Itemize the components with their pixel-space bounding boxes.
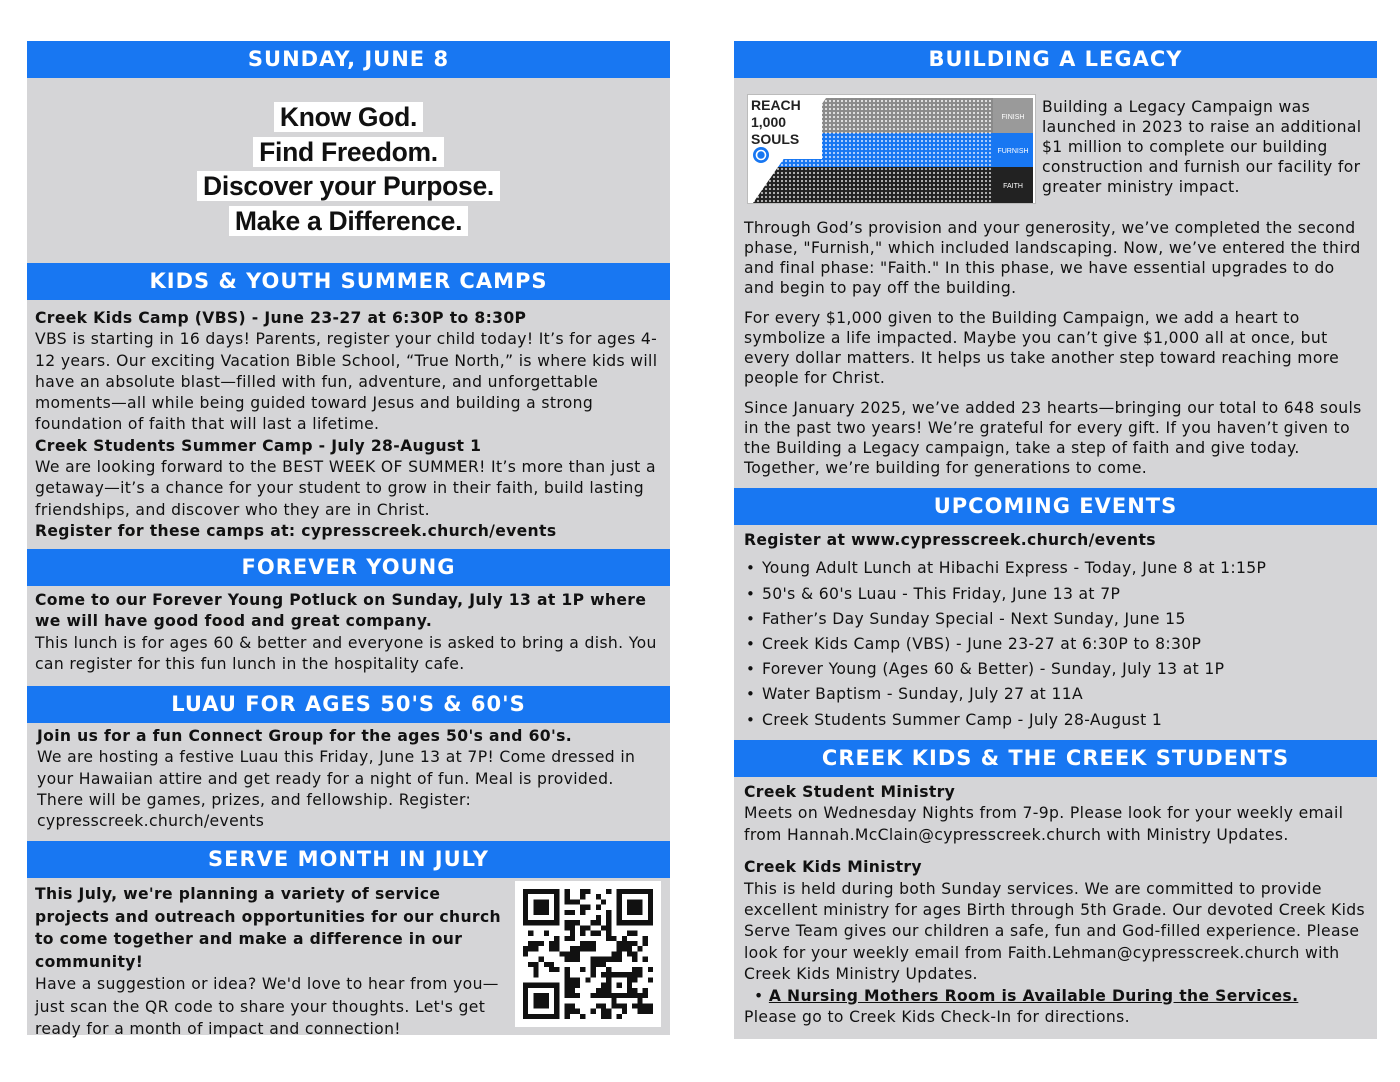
event-item: • Forever Young (Ages 60 & Better) - Sunday, July 13 at 1P — [744, 657, 1369, 682]
legacy-paragraph-3: Since January 2025, we’ve added 23 hearts—bringing our total to 648 souls in the past two years! We’re grateful for every gift. If you haven’t given to the Building a Legacy campaign, take a step of faith and give today. Together, we’re building for generations to come. — [744, 399, 1362, 477]
tagline-1: Know God. — [274, 102, 423, 132]
events-register-link[interactable]: Register at www.cypresscreek.church/events — [744, 531, 1156, 549]
qr-code-icon — [523, 889, 653, 1019]
legacy-header: BUILDING A LEGACY — [734, 41, 1377, 78]
event-item: • Creek Students Summer Camp - July 28-August 1 — [744, 708, 1369, 733]
left-column — [27, 41, 670, 1038]
students-camp-body: We are looking forward to the BEST WEEK OF SUMMER! It’s more than just a getaway—it’s a chance for your student to grow in their faith, build lasting friendships, and discover who they are in Christ. — [35, 458, 656, 519]
event-item: • Water Baptism - Sunday, July 27 at 11A — [744, 682, 1369, 707]
reach-1000-souls-graphic — [747, 94, 1036, 204]
luau-body: We are hosting a festive Luau this Friday, June 13 at 7P! Come dressed in your Hawaiian attire and get ready for a night of fun. Meal is provided. There will be games, prizes, and fellowship. Register: cypresscreek.church/events — [37, 748, 636, 831]
events-panel — [734, 525, 1377, 740]
church-logo-icon — [753, 147, 769, 163]
events-header: UPCOMING EVENTS — [734, 488, 1377, 525]
event-item: • Young Adult Lunch at Hibachi Express - Today, June 8 at 1:15P — [744, 556, 1369, 581]
phase-furnish-label: FURNISH — [997, 148, 1029, 155]
graphic-souls-text: SOULS — [751, 131, 800, 147]
event-item: • Creek Kids Camp (VBS) - June 23-27 at 6:30P to 8:30P — [744, 632, 1369, 657]
events-list — [744, 556, 1369, 732]
forever-young-lead: Come to our Forever Young Potluck on Sunday, July 13 at 1P where we will have good food and great company. — [35, 591, 647, 631]
right-column — [734, 41, 1377, 1039]
serve-body: Have a suggestion or idea? We'd love to hear from you—just scan the QR code to share your thoughts. Let's get ready for a month of impact and connection! — [35, 975, 499, 1038]
legacy-panel — [734, 78, 1377, 488]
legacy-intro: Building a Legacy Campaign was launched in 2023 to raise an additional $1 million to complete our building construction and furnish our facility for greater ministry impact. — [1042, 98, 1362, 196]
students-camp-title: Creek Students Summer Camp - July 28-August 1 — [35, 436, 482, 455]
serve-lead: This July, we're planning a variety of service projects and outreach opportunities for our church to come together and make a difference in our community! — [35, 885, 502, 971]
student-ministry-title: Creek Student Ministry — [744, 783, 956, 801]
camps-register-link[interactable]: Register for these camps at: cypresscreek.church/events — [35, 521, 557, 540]
luau-panel — [27, 723, 670, 841]
serve-header: SERVE MONTH IN JULY — [27, 841, 670, 878]
checkin-note: Please go to Creek Kids Check-In for directions. — [744, 1008, 1130, 1027]
forever-young-body: This lunch is for ages 60 & better and everyone is asked to bring a dish. You can register for this fun lunch in the hospitality cafe. — [35, 633, 657, 673]
kids-ministry-title: Creek Kids Ministry — [744, 858, 922, 877]
serve-panel — [27, 878, 670, 1038]
legacy-paragraph-2: For every $1,000 given to the Building Campaign, we add a heart to symbolize a life impacted. Maybe you can’t give $1,000 all at once, but every dollar matters. It helps us take another step toward reaching more people for Christ. — [744, 309, 1340, 387]
camps-header: KIDS & YOUTH SUMMER CAMPS — [27, 263, 670, 300]
luau-lead: Join us for a fun Connect Group for the ages 50's and 60's. — [37, 727, 573, 745]
creek-kids-header: CREEK KIDS & THE CREEK STUDENTS — [734, 740, 1377, 777]
tagline-panel — [27, 78, 670, 263]
event-item: • Father’s Day Sunday Special - Next Sunday, June 15 — [744, 607, 1369, 632]
vbs-title: Creek Kids Camp (VBS) - June 23-27 at 6:30P to 8:30P — [35, 309, 527, 327]
event-item: • 50's & 60's Luau - This Friday, June 13 at 7P — [744, 582, 1369, 607]
phase-finish-label: FINISH — [1001, 114, 1025, 121]
kids-ministry-body: This is held during both Sunday services. We are committed to provide excellent ministry for ages Birth through 5th Grade. Our devoted Creek Kids Serve Team gives our children a safe, fun and God-filled experience. Please look for your weekly email from Faith.Lehman@cypresscreek.church with Creek Kids Ministry Updates. — [744, 879, 1366, 984]
luau-header: LUAU FOR AGES 50'S & 60'S — [27, 686, 670, 723]
phase-faith-label: FAITH — [1003, 183, 1023, 190]
graphic-number-text: 1,000 — [751, 114, 787, 130]
nursing-room-note: A Nursing Mothers Room is Available During the Services. — [768, 986, 1299, 1005]
forever-young-header: FOREVER YOUNG — [27, 549, 670, 586]
forever-young-panel — [27, 586, 670, 686]
graphic-reach-text: REACH — [751, 97, 801, 113]
camps-panel — [27, 300, 670, 549]
student-ministry-body: Meets on Wednesday Nights from 7-9p. Please look for your weekly email from Hannah.McClain@cypresscreek.church with Ministry Updates. — [744, 804, 1344, 844]
tagline-3: Discover your Purpose. — [197, 171, 500, 201]
qr-code[interactable] — [515, 881, 661, 1027]
vbs-body: VBS is starting in 16 days! Parents, register your child today! It’s for ages 4-12 years. Our exciting Vacation Bible School, “True North,” is where kids will have an absolute blast—filled with fun, adventure, and unforgettable moments—all while being guided toward Jesus and building a strong foundation of faith that will last a lifetime. — [35, 330, 658, 434]
creek-kids-panel: Creek Student Ministry Meets on Wednesday Nights from 7-9p. Please look for your weekly email from Hannah.McClain@cypresscreek.church with Ministry Updates. Creek Kids Ministry This is held during both Sunday services. We are committed to provide excellent ministry for ages Birth through 5th Grade. Our devoted Creek Kids Serve Team gives our children a safe, fun and God-filled experience. Please look for your weekly email from Faith.Lehman@cypresscreek.church with Creek Kids Ministry Updates. • A Nursing Mothers Room is Available During the Services. Please go to Creek Kids Check-In for directions. — [734, 777, 1377, 1039]
tagline-4: Make a Difference. — [229, 206, 468, 236]
tagline-2: Find Freedom. — [253, 137, 444, 167]
sunday-header: SUNDAY, JUNE 8 — [27, 41, 670, 78]
legacy-paragraph-1: Through God’s provision and your generosity, we’ve completed the second phase, "Furnish," which included landscaping. Now, we’ve entered the third and final phase: "Faith." In this phase, we have essential upgrades to do and begin to pay off the building. — [744, 219, 1361, 297]
hearts-progress-graphic — [748, 95, 1035, 203]
